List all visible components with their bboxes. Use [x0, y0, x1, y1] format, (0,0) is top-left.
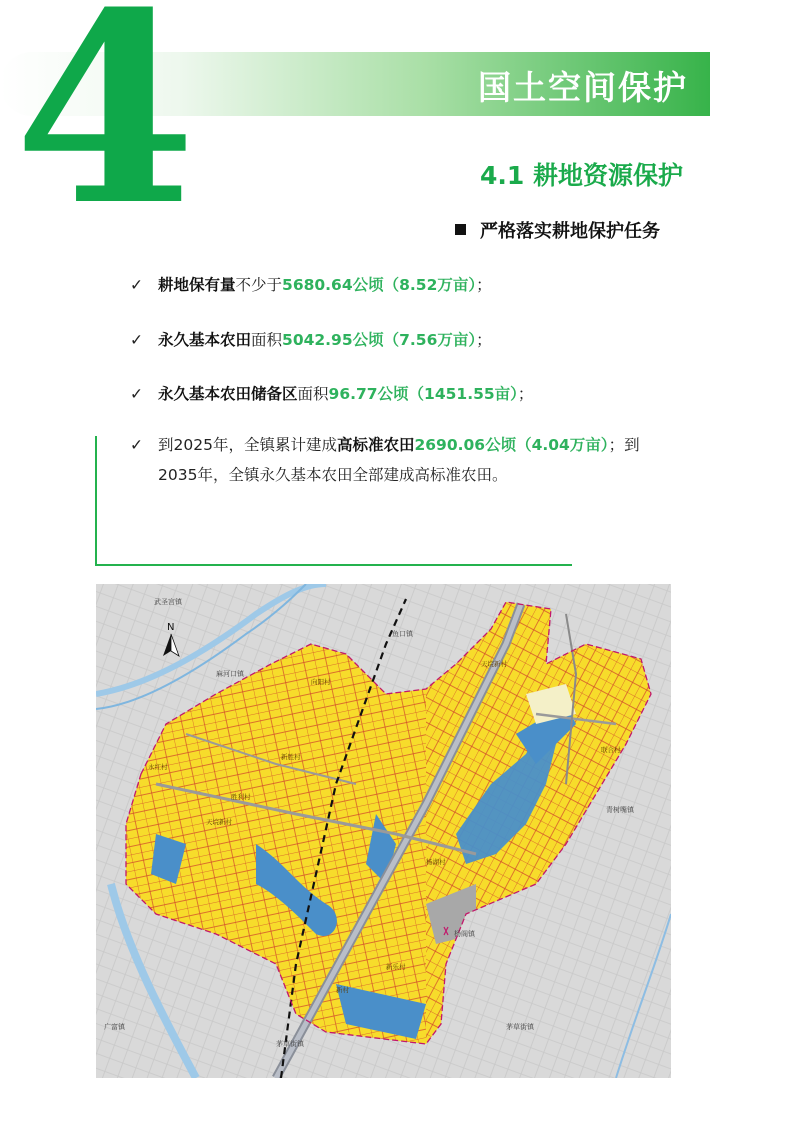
check-icon: ✓	[130, 276, 143, 294]
town-label: 麻河口镇	[216, 670, 244, 678]
list-item	[130, 325, 492, 355]
village-label: 天垸新村	[481, 660, 507, 668]
item-value: 5680.64公顷（8.52万亩）	[282, 276, 477, 294]
list-item	[130, 379, 533, 409]
item-value: 96.77公顷（1451.55亩）	[328, 385, 518, 403]
town-label: 茅草街镇	[506, 1023, 534, 1031]
village-label: 向阳村	[311, 678, 331, 686]
item-text: 面积	[297, 385, 329, 403]
list-item	[130, 430, 640, 490]
item-text: 面积	[251, 331, 283, 349]
item-value: 2690.06公顷（4.04万亩）	[414, 436, 609, 454]
chapter-number: 4	[14, 0, 197, 263]
item-punct: ；到	[608, 436, 640, 454]
chapter-title: 国土空间保护	[478, 68, 688, 107]
item-term: 永久基本农田	[158, 331, 252, 349]
item-value: 5042.95公顷（7.56万亩）	[282, 331, 477, 349]
town-label: 茅草街镇	[276, 1040, 304, 1048]
village-label: 新村	[336, 986, 349, 994]
square-bullet-icon	[455, 224, 466, 235]
frame-line-vertical	[95, 436, 97, 566]
north-label: N	[167, 622, 175, 633]
frame-line-horizontal	[95, 564, 572, 566]
town-label: 广富镇	[104, 1023, 125, 1031]
item-continuation: 2035年，全镇永久基本农田全部建成高标准农田。	[158, 466, 508, 484]
center-town-label: 杨阁镇	[454, 930, 475, 938]
section-heading	[455, 217, 660, 243]
item-term: 高标准农田	[336, 436, 415, 454]
item-punct: ；	[517, 385, 534, 403]
village-label: 新胜村	[281, 753, 301, 761]
village-label: 联合村	[601, 746, 621, 754]
item-term: 永久基本农田储备区	[158, 385, 298, 403]
item-punct: ；	[476, 331, 492, 349]
map-svg	[96, 584, 671, 1078]
check-icon: ✓	[130, 385, 143, 403]
farmland-map	[96, 584, 671, 1078]
item-punct: ；	[476, 276, 492, 294]
check-icon: ✓	[130, 331, 143, 349]
town-label: 武圣宫镇	[154, 598, 182, 606]
item-term: 耕地保有量	[158, 276, 236, 294]
village-label: 胜利村	[231, 793, 251, 801]
village-label: 新乐村	[386, 963, 406, 971]
village-label: 永红村	[148, 763, 168, 771]
town-label: 青树嘴镇	[606, 806, 634, 814]
list-item	[130, 270, 492, 300]
section-title: 4.1 耕地资源保护	[480, 161, 683, 190]
item-text: 到2025年，全镇累计建成	[158, 436, 337, 454]
town-label: 鱼口镇	[392, 630, 413, 638]
check-icon: ✓	[130, 436, 143, 454]
item-text: 不少于	[235, 276, 283, 294]
village-label: 杨湖村	[426, 858, 446, 866]
heading-text: 严格落实耕地保护任务	[480, 221, 660, 242]
village-label: 天垸新村	[206, 818, 232, 826]
